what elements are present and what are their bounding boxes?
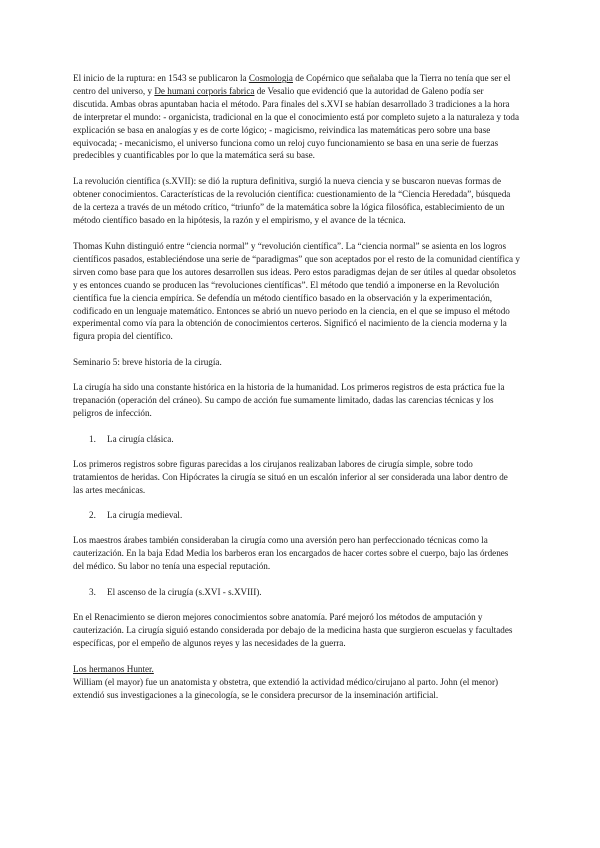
paragraph-ruptura — [73, 72, 520, 162]
list-label: El ascenso de la cirugía (s.XVI - s.XVIII). — [107, 587, 262, 598]
paragraph-renacimiento: En el Renacimiento se dieron mejores conocimientos sobre anatomía. Paré mejoró los métodos de amputación y cauterización. La cirugía siguió estando considerada por debajo de la medicina hasta que surgieron escuelas y facultades específicas, por el empeño de algunos reyes y las necesidades de la guerra. — [73, 612, 513, 648]
list-number: 1. — [89, 433, 96, 444]
list-number: 2. — [89, 510, 96, 521]
paragraph-revolucion-cientifica: La revolución científica (s.XVII): se dió la ruptura definitiva, surgió la nueva ciencia y se buscaron nuevas formas de obtener conocimientos. Características de la revolución científica: cuestionamiento de la “Ciencia Heredada”, búsqueda de la certeza a través de un método crítico, “triunfo” de la matemática sobre la lógica filosófica, establecimiento de un método científico basado en la hipótesis, la razón y el empirismo, y el avance de la técnica. — [73, 176, 511, 226]
list-label: La cirugía clásica. — [107, 433, 174, 444]
list-item-ascenso-cirugia — [89, 586, 520, 599]
paragraph-cirugia-intro: La cirugía ha sido una constante histórica en la historia de la humanidad. Los primeros registros de esta práctica fue la trepanación (operación del cráneo). Su campo de acción fue sumamente limitado, dadas las carencias técnicas y los peligros de infección. — [73, 382, 505, 418]
title-de-humani-corporis-fabrica: De humani corporis fabrica — [154, 85, 255, 96]
list-item-cirugia-medieval — [89, 509, 520, 522]
text-run: de Copérnico que señalaba que la Tierra no tenía que ser el centro del universo, y — [73, 73, 511, 96]
text-run: de Vesalio que evidenció que la autoridad de Galeno podía ser discutida. Ambas obras apuntaban hacia el método. Para finales del s.XVI se habían desarrollado 3 tradiciones a la hora de interpretar el mundo: - organicista, tradicional en la que el conocimiento está por completo sujeto a la naturaleza y toda explicación se basa en analogías y es de corte lógico; - magicismo, reivindica las matemáticas pero sobre una base equivocada; - mecanicismo, el universo funciona como un reloj cuyo funcionamiento se basa en una serie de fuerzas predecibles y cuantificables por lo que la matemática será su base. — [73, 85, 520, 161]
paragraph-cirugia-clasica: Los primeros registros sobre figuras parecidas a los cirujanos realizaban labores de cirugía simple, sobre todo tratamientos de heridas. Con Hipócrates la cirugía se situó en un escalón inferior al ser considerada una labor dentro de las artes mecánicas. — [73, 458, 508, 495]
paragraph-hunter: William (el mayor) fue un anatomista y obstetra, que extendió la actividad médico/cirujano al parto. John (el menor) extendió sus investigaciones a la ginecología, se le considera precursor de la inseminación artificial. — [73, 676, 499, 700]
paragraph-kuhn: Thomas Kuhn distinguió entre “ciencia normal” y “revolución científica”. La “ciencia normal” se asienta en los logros científicos pasados, estableciéndose una serie de “paradigmas” que son aceptados por el resto de la comunidad científica y sirven como base para que los autores desarrollen sus ideas. Pero estos paradigmas dejan de ser útiles al quedar obsoletos y es entonces cuando se producen las “revoluciones científicas”. El método que tendió a imponerse en la Revolución científica fue la ciencia empírica. Se defendía un método científico basado en la observación y la experimentación, codificado en un lenguaje matemático. Entonces se abrió un nuevo periodo en la ciencia, en el que se impuso el método experimental como vía para la obtención de conocimientos certeros. Significó el nacimiento de la ciencia moderna y la figura propia del científico. — [73, 240, 520, 342]
paragraph-cirugia-medieval: Los maestros árabes también consideraban la cirugía como una aversión pero han perfeccionado técnicas como la cauterización. En la baja Edad Media los barberos eran los encargados de hacer cortes sobre el cuerpo, bajo las órdenes del médico. Su labor no tenía una especial reputación. — [73, 535, 509, 572]
title-cosmologia: Cosmologia — [248, 73, 293, 83]
text-run: El inicio de la ruptura: en 1543 se publicaron la — [73, 73, 249, 83]
hunter-title: Los hermanos Hunter. — [73, 663, 154, 674]
seminar-title: Seminario 5: breve historia de la cirugía. — [73, 357, 222, 368]
list-number: 3. — [89, 587, 96, 598]
list-item-cirugia-clasica — [89, 433, 520, 446]
list-label: La cirugía medieval. — [107, 510, 183, 521]
